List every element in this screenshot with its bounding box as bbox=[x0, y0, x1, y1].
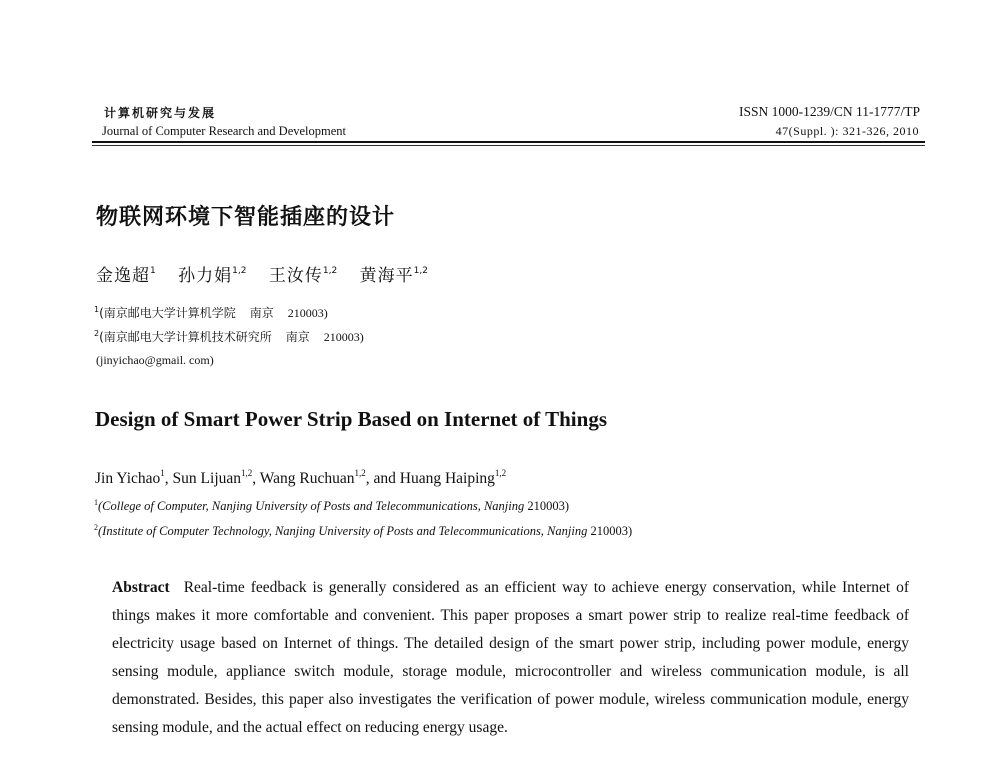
affiliation-chinese-1 bbox=[94, 304, 328, 321]
author-separator: , bbox=[164, 470, 173, 487]
abstract-paragraph bbox=[112, 574, 909, 742]
affiliation-chinese-2 bbox=[94, 328, 364, 345]
author-name: 黄海平 bbox=[359, 266, 414, 286]
author-name: 王汝传 bbox=[268, 266, 323, 286]
paper-title-chinese: 物联网环境下智能插座的设计 bbox=[96, 205, 396, 230]
author-affiliation-mark: 1,2 bbox=[494, 468, 507, 478]
affiliation-text: (Institute of Computer Technology, Nanjing University of Posts and Telecommunications, Nanjing bbox=[98, 524, 591, 538]
abstract-text: Real-time feedback is generally considered as an efficient way to achieve energy conservation, while Internet of things makes it more comfortable and convenient. This paper proposes a smart power strip to realize real-time feedback of electricity usage based on Internet of things. The detailed design of the smart power strip, including power module, energy sensing module, appliance switch module, storage module, microcontroller and wireless communication module, is all demonstrated. Besides, this paper also investigates the verification of power module, wireless communication module, energy sensing module, and the actual effect on reducing energy usage. bbox=[112, 579, 909, 736]
author-name: Wang Ruchuan bbox=[259, 470, 355, 487]
affiliation-mark: 2 bbox=[94, 523, 98, 532]
author-affiliation-mark: 1,2 bbox=[413, 266, 428, 276]
author-affiliation-mark: 1,2 bbox=[354, 468, 366, 478]
affiliation-mark: 1 bbox=[94, 305, 100, 314]
affiliation-english-1 bbox=[94, 498, 569, 514]
affiliation-english-2 bbox=[94, 523, 632, 539]
affiliation-postcode: 210003) bbox=[527, 499, 570, 513]
affiliation-postcode: 210003) bbox=[287, 306, 328, 320]
author-name: 孙力娟 bbox=[178, 266, 233, 286]
author-name: 金逸超 bbox=[96, 266, 150, 286]
author-name: Jin Yichao bbox=[95, 470, 161, 487]
affiliation-postcode: 210003) bbox=[590, 524, 633, 538]
author-email: (jinyichao@gmail. com) bbox=[96, 353, 214, 367]
author-name: Sun Lijuan bbox=[172, 470, 242, 487]
author-affiliation-mark: 1,2 bbox=[241, 468, 253, 478]
journal-volume-pages: 47(Suppl. ): 321-326, 2010 bbox=[775, 124, 919, 138]
affiliation-postcode: 210003) bbox=[323, 330, 364, 344]
author-separator: , and bbox=[365, 470, 400, 487]
author-affiliation-mark: 1,2 bbox=[322, 266, 338, 276]
affiliation-mark: 1 bbox=[94, 498, 98, 507]
abstract-label: Abstract bbox=[112, 579, 170, 596]
affiliation-text: (College of Computer, Nanjing University of Posts and Telecommunications, Nanjing bbox=[98, 499, 528, 513]
header-rule-thin bbox=[92, 145, 925, 146]
author-list-english bbox=[95, 468, 506, 488]
author-list-chinese bbox=[96, 261, 428, 286]
author-name: Huang Haiping bbox=[399, 470, 495, 487]
paper-title-english: Design of Smart Power Strip Based on Internet of Things bbox=[95, 407, 607, 431]
journal-issn: ISSN 1000-1239/CN 11-1777/TP bbox=[738, 104, 920, 119]
journal-name-english: Journal of Computer Research and Development bbox=[102, 124, 347, 138]
affiliation-mark: 2 bbox=[94, 329, 100, 338]
header-rule-thick bbox=[92, 141, 925, 143]
author-affiliation-mark: 1 bbox=[160, 468, 165, 478]
author-affiliation-mark: 1,2 bbox=[232, 266, 247, 276]
affiliation-city: 南京 bbox=[249, 306, 274, 320]
affiliation-city: 南京 bbox=[285, 330, 310, 344]
affiliation-org: (南京邮电大学计算机学院 bbox=[99, 306, 236, 320]
author-separator: , bbox=[252, 470, 260, 487]
author-affiliation-mark: 1 bbox=[150, 266, 156, 276]
affiliation-org: (南京邮电大学计算机技术研究所 bbox=[99, 330, 272, 344]
journal-name-chinese: 计算机研究与发展 bbox=[104, 106, 217, 120]
